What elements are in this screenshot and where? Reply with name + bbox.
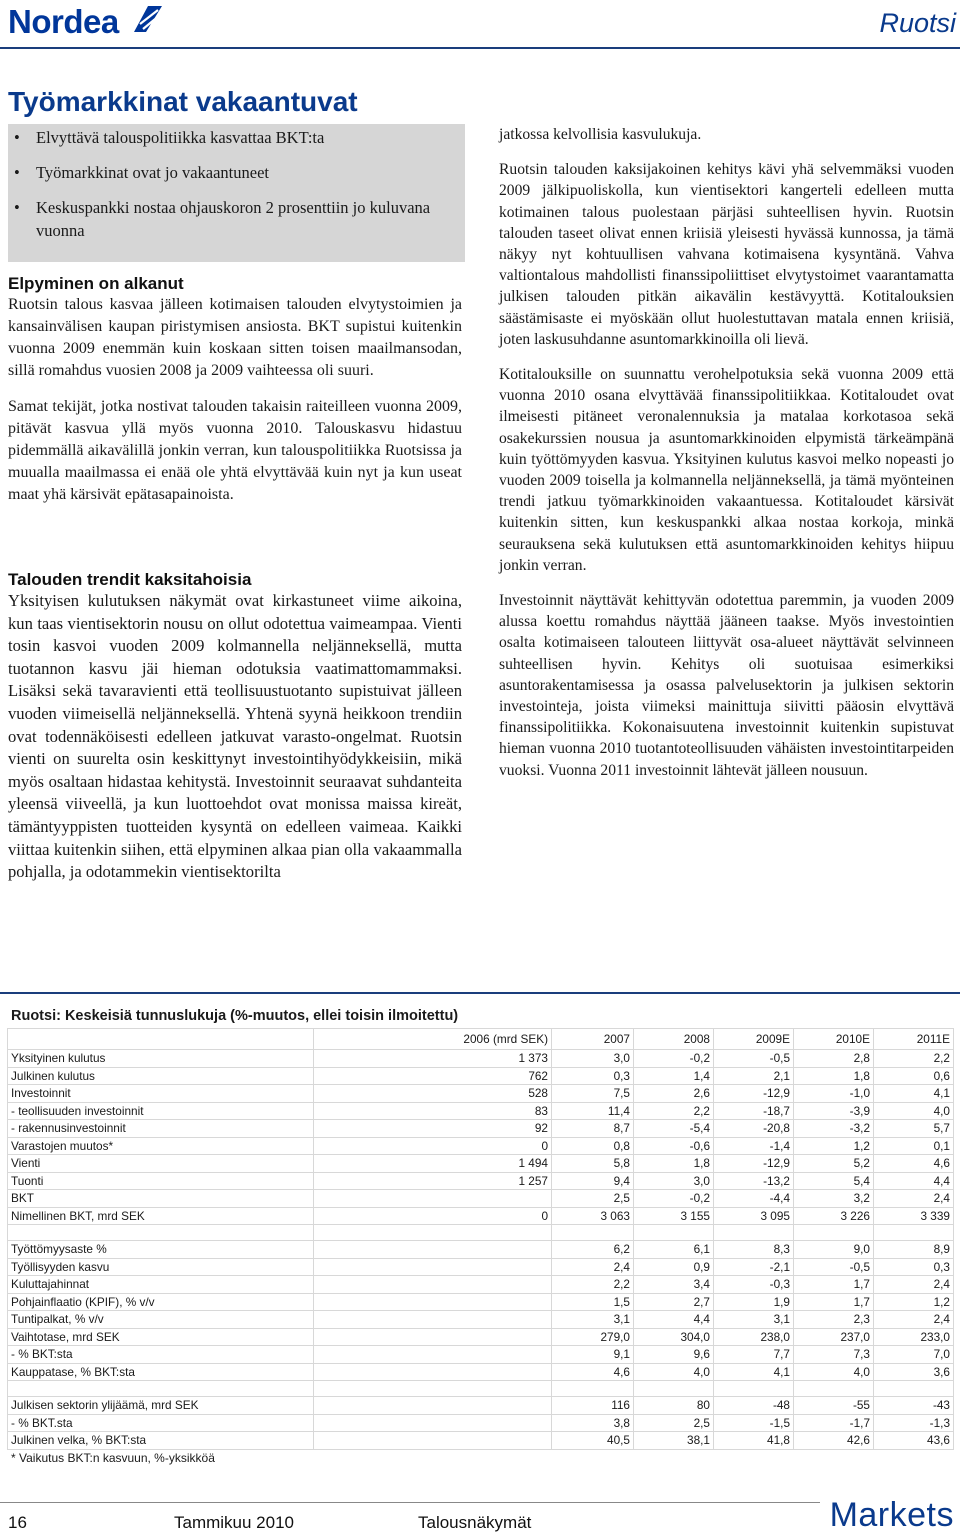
row-label-cell: Tuonti xyxy=(8,1172,314,1190)
value-cell: -1,7 xyxy=(794,1414,874,1432)
value-cell: 41,8 xyxy=(714,1432,794,1450)
header-cell: 2011E xyxy=(874,1029,954,1050)
value-cell: -0,2 xyxy=(634,1190,714,1208)
row-label-cell: Investoinnit xyxy=(8,1085,314,1103)
value-cell: -0,2 xyxy=(634,1050,714,1068)
value-cell: 4,0 xyxy=(794,1363,874,1381)
value-cell xyxy=(314,1414,552,1432)
value-cell: 3 339 xyxy=(874,1207,954,1225)
value-cell: 8,9 xyxy=(874,1241,954,1259)
value-cell: -12,9 xyxy=(714,1085,794,1103)
value-cell: 2,7 xyxy=(634,1293,714,1311)
value-cell: 8,3 xyxy=(714,1241,794,1259)
header-cell: 2007 xyxy=(552,1029,634,1050)
value-cell: 0 xyxy=(314,1137,552,1155)
value-cell xyxy=(314,1190,552,1208)
table-rule xyxy=(0,992,960,994)
value-cell: 4,4 xyxy=(874,1172,954,1190)
value-cell: 1,7 xyxy=(794,1293,874,1311)
value-cell xyxy=(634,1381,714,1397)
row-label-cell: - teollisuuden investoinnit xyxy=(8,1102,314,1120)
value-cell: 3 155 xyxy=(634,1207,714,1225)
row-label-cell: Kuluttajahinnat xyxy=(8,1276,314,1294)
value-cell xyxy=(794,1225,874,1241)
value-cell xyxy=(314,1346,552,1364)
row-label-cell: Vaihtotase, mrd SEK xyxy=(8,1328,314,1346)
page-number: 16 xyxy=(8,1513,27,1532)
value-cell: 304,0 xyxy=(634,1328,714,1346)
value-cell: 6,2 xyxy=(552,1241,634,1259)
value-cell xyxy=(552,1381,634,1397)
value-cell: 4,0 xyxy=(634,1363,714,1381)
table-row xyxy=(8,1363,954,1381)
value-cell xyxy=(714,1381,794,1397)
row-label-cell: Yksityinen kulutus xyxy=(8,1050,314,1068)
table-row xyxy=(8,1102,954,1120)
value-cell: 2,2 xyxy=(874,1050,954,1068)
value-cell: 0 xyxy=(314,1207,552,1225)
value-cell: 7,3 xyxy=(794,1346,874,1364)
value-cell: -4,4 xyxy=(714,1190,794,1208)
row-label-cell: BKT xyxy=(8,1190,314,1208)
row-label-cell: Kauppatase, % BKT:sta xyxy=(8,1363,314,1381)
paragraph: Ruotsin talous kasvaa jälleen kotimaisen talouden elvytystoimien ja kansainvälisen kaupan piristymisen ansiosta. BKT supistui kuitenkin vuonna 2009 enemmän kuin koskaan sitten toisen maailmansodan, sillä romahdus vuosien 2008 ja 2009 vaihteessa oli suuri. xyxy=(8,296,462,379)
key-figures-table xyxy=(7,1004,953,1465)
value-cell: 238,0 xyxy=(714,1328,794,1346)
header-rule xyxy=(0,47,960,49)
summary-bullets xyxy=(14,126,459,242)
value-cell: 2,4 xyxy=(874,1190,954,1208)
value-cell: -48 xyxy=(714,1397,794,1415)
value-cell: 1,5 xyxy=(552,1293,634,1311)
table-row xyxy=(8,1050,954,1068)
row-label-cell: Vienti xyxy=(8,1155,314,1173)
paragraph: jatkossa kelvollisia kasvulukuja. xyxy=(499,126,702,143)
row-label-cell: Varastojen muutos* xyxy=(8,1137,314,1155)
table-header-row xyxy=(8,1029,954,1050)
value-cell xyxy=(314,1363,552,1381)
value-cell: 3,4 xyxy=(634,1276,714,1294)
value-cell: 7,0 xyxy=(874,1346,954,1364)
data-table xyxy=(7,1028,954,1450)
value-cell: 3,6 xyxy=(874,1363,954,1381)
value-cell: 4,4 xyxy=(634,1311,714,1329)
value-cell: 279,0 xyxy=(552,1328,634,1346)
value-cell: 9,4 xyxy=(552,1172,634,1190)
value-cell: 3,8 xyxy=(552,1414,634,1432)
paragraph: Yksityisen kulutuksen näkymät ovat kirkastuneet viime aikoina, kun taas vientisektorin nousu on ollut odotettua vaimeampaa. Vienti tosin kasvoi vuoden 2009 kolmannella neljänneksellä, mutta tuotannon kasvu jäi hieman odotuksia vaatimattomammaksi. Lisäksi sekä tavaravienti että teollisuustuotanto supistuivat jälleen vuoden viimeisellä neljänneksellä. Yhtenä syynä heikkoon trendiin ovat todennäköisesti edelleen jatkuvat varasto-ongelmat. Ruotsin vienti on suurelta osin keskittynyt investointihyödykkeisiin, mikä myös osaltaan hidastaa kehitystä. Investoinnit seuraavat suhdanteita yleensä viiveellä, ja kun luottoehdot ovat monissa maissa kireät, tämäntyyppisten tuotteiden kysyntä on edelleen vaimeaa. Kaikki viittaa kuitenkin siihen, että elpyminen alkaa pian olla vakaammalla pohjalla, ja odotammekin vientisektorilta xyxy=(8,591,462,882)
value-cell: -18,7 xyxy=(714,1102,794,1120)
value-cell: 6,1 xyxy=(634,1241,714,1259)
value-cell: 0,9 xyxy=(634,1258,714,1276)
value-cell: 2,8 xyxy=(794,1050,874,1068)
value-cell: 2,2 xyxy=(634,1102,714,1120)
value-cell xyxy=(314,1432,552,1450)
value-cell: 2,2 xyxy=(552,1276,634,1294)
row-label-cell: Julkinen velka, % BKT:sta xyxy=(8,1432,314,1450)
paragraph: Samat tekijät, jotka nostivat talouden takaisin raiteilleen vuonna 2009, pitävät kasvua yllä myös vuonna 2010. Talouskasvu hidastuu pidemmällä aikavälillä jonkin verran, kun talouspolitiikka Ruotsissa ja muualla maailmassa ei enää ole yhtä elvyttävää kuin nyt ja kun useat maat yhä kärsivät epätasapainoista. xyxy=(8,398,462,503)
value-cell: 4,0 xyxy=(874,1102,954,1120)
value-cell: 4,1 xyxy=(874,1085,954,1103)
value-cell: 1,7 xyxy=(794,1276,874,1294)
region-label: Ruotsi xyxy=(879,8,956,38)
value-cell: 0,3 xyxy=(874,1258,954,1276)
value-cell: -0,5 xyxy=(714,1050,794,1068)
row-label-cell: Pohjainflaatio (KPIF), % v/v xyxy=(8,1293,314,1311)
paragraph: Investoinnit näyttävät kehittyvän odotettua paremmin, ja vuoden 2009 alussa koettu romahdus näyttää jääneen taakse. Myös investointien osalta kotimaiseen talouteen liittyvät osa-alueet näyttävät selvinneen suhteellisen hyvin. Kehitys oli suotuisaa esimerkiksi asuntorakentamisessa ja osassa palvelusektorin ja julkisen sektorin investointeja, joista viimeksi mainittuja siivitti pääosin elvyttävä finanssipolitiikka. Kokonaisuutena investoinnit kuitenkin supistuvat hieman vuonna 2010 tuotantoteollisuuden vähäisten investointitarpeiden vuoksi. Vuonna 2011 investoinnit lähtevät jälleen nousuun. xyxy=(499,592,954,779)
value-cell: -43 xyxy=(874,1397,954,1415)
value-cell xyxy=(314,1225,552,1241)
value-cell: -20,8 xyxy=(714,1120,794,1138)
value-cell: 9,1 xyxy=(552,1346,634,1364)
right-column xyxy=(499,124,954,781)
table-row xyxy=(8,1397,954,1415)
value-cell: 42,6 xyxy=(794,1432,874,1450)
value-cell xyxy=(314,1276,552,1294)
footer-rule xyxy=(0,1502,820,1503)
value-cell: 3,2 xyxy=(794,1190,874,1208)
table-row xyxy=(8,1328,954,1346)
value-cell: 2,5 xyxy=(552,1190,634,1208)
row-label-cell: Tuntipalkat, % v/v xyxy=(8,1311,314,1329)
value-cell: -13,2 xyxy=(714,1172,794,1190)
value-cell: 2,4 xyxy=(552,1258,634,1276)
table-row xyxy=(8,1067,954,1085)
table-row xyxy=(8,1293,954,1311)
value-cell: 3 063 xyxy=(552,1207,634,1225)
value-cell: -0,5 xyxy=(794,1258,874,1276)
bullet-item: • Työmarkkinat ovat jo vakaantuneet xyxy=(14,161,459,184)
value-cell: -5,4 xyxy=(634,1120,714,1138)
section-trendit xyxy=(8,570,462,884)
header-cell: 2006 (mrd SEK) xyxy=(314,1029,552,1050)
footer-date: Tammikuu 2010 xyxy=(174,1513,295,1532)
value-cell: 1,9 xyxy=(714,1293,794,1311)
table-row xyxy=(8,1241,954,1259)
logo-text: Nordea xyxy=(8,3,119,40)
value-cell: 7,7 xyxy=(714,1346,794,1364)
value-cell: 1 373 xyxy=(314,1050,552,1068)
table-row xyxy=(8,1155,954,1173)
value-cell: 3,0 xyxy=(552,1050,634,1068)
value-cell: -3,9 xyxy=(794,1102,874,1120)
value-cell: 5,8 xyxy=(552,1155,634,1173)
value-cell: 116 xyxy=(552,1397,634,1415)
value-cell: 1 494 xyxy=(314,1155,552,1173)
value-cell: 233,0 xyxy=(874,1328,954,1346)
bullet-item: • Elvyttävä talouspolitiikka kasvattaa BKT:ta xyxy=(14,126,459,149)
value-cell: -1,5 xyxy=(714,1414,794,1432)
table-row xyxy=(8,1258,954,1276)
header-cell: 2008 xyxy=(634,1029,714,1050)
value-cell: -55 xyxy=(794,1397,874,1415)
value-cell xyxy=(314,1293,552,1311)
value-cell: 2,6 xyxy=(634,1085,714,1103)
value-cell: 2,4 xyxy=(874,1276,954,1294)
row-label-cell: - % BKT.sta xyxy=(8,1414,314,1432)
value-cell: 1,8 xyxy=(794,1067,874,1085)
value-cell: 7,5 xyxy=(552,1085,634,1103)
value-cell: 43,6 xyxy=(874,1432,954,1450)
header-cell: 2010E xyxy=(794,1029,874,1050)
value-cell: 2,3 xyxy=(794,1311,874,1329)
value-cell xyxy=(314,1258,552,1276)
logo-sail-icon xyxy=(128,4,168,34)
value-cell: 1,8 xyxy=(634,1155,714,1173)
header-cell: 2009E xyxy=(714,1029,794,1050)
table-row xyxy=(8,1207,954,1225)
table-row xyxy=(8,1225,954,1241)
value-cell: 1,4 xyxy=(634,1067,714,1085)
value-cell xyxy=(714,1225,794,1241)
value-cell: 83 xyxy=(314,1102,552,1120)
value-cell: 762 xyxy=(314,1067,552,1085)
row-label-cell xyxy=(8,1225,314,1241)
value-cell: 2,1 xyxy=(714,1067,794,1085)
value-cell: 1,2 xyxy=(874,1293,954,1311)
table-title: Ruotsi: Keskeisiä tunnuslukuja (%-muutos, ellei toisin ilmoitettu) xyxy=(11,1008,459,1024)
value-cell: 38,1 xyxy=(634,1432,714,1450)
value-cell: 4,6 xyxy=(874,1155,954,1173)
value-cell: 4,1 xyxy=(714,1363,794,1381)
value-cell xyxy=(874,1225,954,1241)
value-cell: 0,1 xyxy=(874,1137,954,1155)
value-cell: 3,1 xyxy=(552,1311,634,1329)
row-label-cell: Työttömyysaste % xyxy=(8,1241,314,1259)
table-row xyxy=(8,1346,954,1364)
value-cell xyxy=(634,1225,714,1241)
footer-publication: Talousnäkymät xyxy=(418,1513,532,1532)
value-cell: -2,1 xyxy=(714,1258,794,1276)
row-label-cell: Julkisen sektorin ylijäämä, mrd SEK xyxy=(8,1397,314,1415)
value-cell xyxy=(314,1241,552,1259)
table-row xyxy=(8,1172,954,1190)
article-title: Työmarkkinat vakaantuvat xyxy=(8,86,358,117)
row-label-cell: - rakennusinvestoinnit xyxy=(8,1120,314,1138)
value-cell: -1,0 xyxy=(794,1085,874,1103)
table-row xyxy=(8,1311,954,1329)
value-cell: -3,2 xyxy=(794,1120,874,1138)
section-heading: Talouden trendit kaksitahoisia xyxy=(8,570,252,589)
nordea-logo xyxy=(8,4,168,40)
row-label-cell: Työllisyyden kasvu xyxy=(8,1258,314,1276)
markets-logo: Markets xyxy=(829,1496,954,1534)
paragraph: Ruotsin talouden kaksijakoinen kehitys kävi yhä selvemmäksi vuoden 2009 jälkipuoliskolla, kun vientisektori kangerteli edelleen mutta kotimainen talous puolestaan pärjäsi suhteellisen hyvin. Ruotsin talouden taseet olivat ennen kriisiä yleisesti hyvässä kunnossa, ja tämä näkyy nyt kohtuullisen vahvana kotimaisena kysyntänä. Vahva valtiontalous mahdollisti finanssipoliittiset elvytystoimet vaarantamatta julkisen talouden pitkän aikavälin kestävyyttä. Kotitalouksien säästämisaste ei myöskään ollut huolestuttavan matala ennen kriisiä, joten laskusuhdanne asuntomarkkinoilla oli lievä. xyxy=(499,161,954,348)
value-cell: 528 xyxy=(314,1085,552,1103)
value-cell: 2,4 xyxy=(874,1311,954,1329)
value-cell: 3 095 xyxy=(714,1207,794,1225)
value-cell: 80 xyxy=(634,1397,714,1415)
value-cell: 9,6 xyxy=(634,1346,714,1364)
value-cell: 40,5 xyxy=(552,1432,634,1450)
value-cell xyxy=(874,1381,954,1397)
section-heading: Elpyminen on alkanut xyxy=(8,274,184,293)
value-cell xyxy=(794,1381,874,1397)
bullet-item: • Keskuspankki nostaa ohjauskoron 2 prosenttiin jo kuluvana vuonna xyxy=(14,196,459,242)
value-cell: 2,5 xyxy=(634,1414,714,1432)
value-cell: 3,0 xyxy=(634,1172,714,1190)
value-cell: -12,9 xyxy=(714,1155,794,1173)
row-label-cell: - % BKT:sta xyxy=(8,1346,314,1364)
value-cell: 1 257 xyxy=(314,1172,552,1190)
value-cell xyxy=(314,1311,552,1329)
table-row xyxy=(8,1414,954,1432)
value-cell: 0,8 xyxy=(552,1137,634,1155)
value-cell: -0,6 xyxy=(634,1137,714,1155)
table-row xyxy=(8,1120,954,1138)
value-cell: -0,3 xyxy=(714,1276,794,1294)
value-cell: 3 226 xyxy=(794,1207,874,1225)
value-cell: 8,7 xyxy=(552,1120,634,1138)
value-cell xyxy=(314,1328,552,1346)
value-cell: 9,0 xyxy=(794,1241,874,1259)
row-label-cell: Nimellinen BKT, mrd SEK xyxy=(8,1207,314,1225)
row-label-cell xyxy=(8,1381,314,1397)
paragraph: Kotitalouksille on suunnattu verohelpotuksia sekä vuonna 2009 että vuonna 2010 osana elvyttävää finanssipolitiikkaa. Kotitaloudet ovat ilmeisesti pitäneet veronalennuksia ja matalaa korkotasoa sekä osakekurssien nousua ja asuntomarkkinoiden elpymistä tärkeämpänä kuin työttömyyden kasvua. Yksityinen kulutus kasvoi melko nopeasti jo vuoden 2009 toisella ja kolmannella neljänneksellä, ja tämä myönteinen trendi jatkuu työmarkkinoiden vakaantuessa. Kotitaloudet kärsivät kuitenkin sitten, kun keskuspankki alkaa nostaa korkoja, minkä seurauksena sekä kulutuksen että asuntomarkkinoiden kehitys hiipuu jonkin verran. xyxy=(499,366,954,574)
value-cell: 11,4 xyxy=(552,1102,634,1120)
table-row xyxy=(8,1137,954,1155)
section-elpyminen xyxy=(8,274,462,506)
table-row xyxy=(8,1276,954,1294)
value-cell: -1,3 xyxy=(874,1414,954,1432)
table-body xyxy=(8,1050,954,1450)
value-cell: -1,4 xyxy=(714,1137,794,1155)
table-row xyxy=(8,1190,954,1208)
value-cell: 5,4 xyxy=(794,1172,874,1190)
value-cell xyxy=(314,1381,552,1397)
value-cell: 3,1 xyxy=(714,1311,794,1329)
value-cell: 237,0 xyxy=(794,1328,874,1346)
table-row xyxy=(8,1432,954,1450)
value-cell: 5,2 xyxy=(794,1155,874,1173)
value-cell: 0,6 xyxy=(874,1067,954,1085)
table-row xyxy=(8,1085,954,1103)
value-cell: 5,7 xyxy=(874,1120,954,1138)
row-label-cell: Julkinen kulutus xyxy=(8,1067,314,1085)
header-cell xyxy=(8,1029,314,1050)
value-cell: 1,2 xyxy=(794,1137,874,1155)
value-cell: 0,3 xyxy=(552,1067,634,1085)
value-cell: 92 xyxy=(314,1120,552,1138)
value-cell: 4,6 xyxy=(552,1363,634,1381)
value-cell xyxy=(314,1397,552,1415)
table-row xyxy=(8,1381,954,1397)
table-footnote: * Vaikutus BKT:n kasvuun, %-yksikköä xyxy=(11,1450,215,1465)
value-cell xyxy=(552,1225,634,1241)
